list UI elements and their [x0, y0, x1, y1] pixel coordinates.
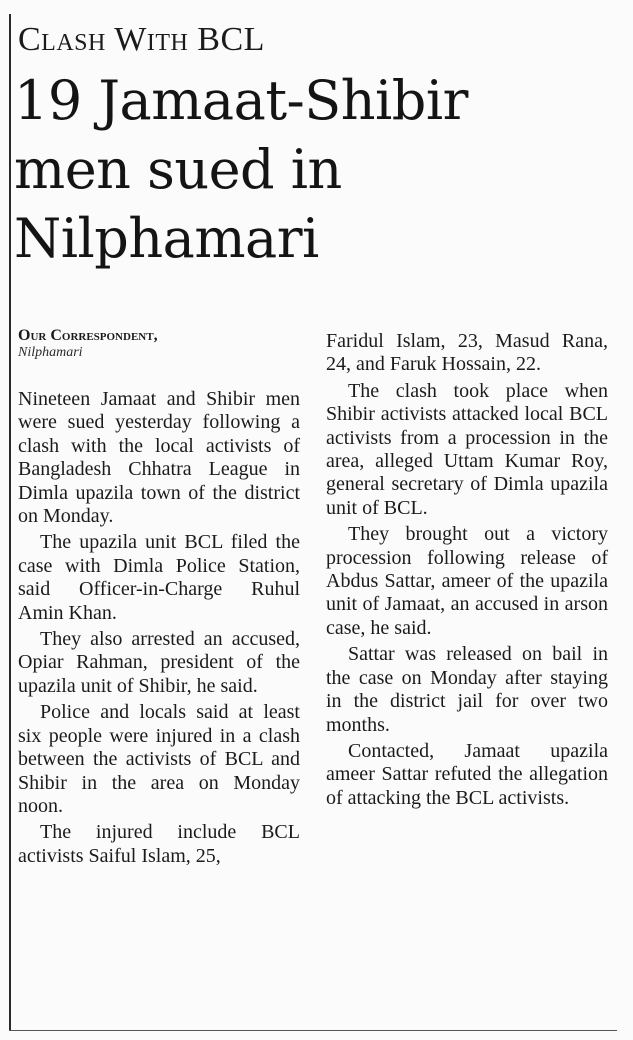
paragraph: Faridul Islam, 23, Masud Rana, 24, and Faruk Hossain, 22. [326, 330, 608, 376]
headline-line: Nilphamari [14, 207, 319, 270]
bottom-rule [9, 1030, 617, 1031]
headline-line: 19 Jamaat-Shibir [14, 69, 468, 132]
kicker: Clash With BCL [18, 21, 265, 58]
paragraph: Police and locals said at least six people were injured in a clash between the activists of BCL and Shibir in the area on Monday noon. [18, 701, 300, 817]
paragraph: The injured include BCL activists Saiful Islam, 25, [18, 821, 300, 867]
body-column-1 [18, 388, 300, 868]
paragraph: Sattar was released on bail in the case on Monday after staying in the district jail for over two months. [326, 643, 608, 736]
paragraph: They brought out a victory procession following release of Abdus Sattar, ameer of the upazila unit of Jamaat, an accused in arson case, he said. [326, 523, 608, 639]
paragraph: Nineteen Jamaat and Shibir men were sued yesterday following a clash with the local activists of Bangladesh Chhatra League in Dimla upazila town of the district on Monday. [18, 388, 300, 528]
body-column-2 [326, 330, 608, 810]
paragraph: The upazila unit BCL filed the case with Dimla Police Station, said Officer-in-Charge Ruhul Amin Khan. [18, 531, 300, 624]
paragraph: Contacted, Jamaat upazila ameer Sattar refuted the allegation of attacking the BCL activists. [326, 739, 608, 809]
paragraph: The clash took place when Shibir activists attacked local BCL activists from a procession in the area, alleged Uttam Kumar Roy, general secretary of Dimla upazila unit of BCL. [326, 379, 608, 519]
byline: Our Correspondent, [18, 327, 158, 344]
headline [14, 66, 614, 273]
headline-line: men sued in [14, 138, 342, 201]
left-column-rule [9, 14, 11, 1030]
dateline: Nilphamari [18, 345, 83, 360]
paragraph: They also arrested an accused, Opiar Rahman, president of the upazila unit of Shibir, he said. [18, 628, 300, 697]
